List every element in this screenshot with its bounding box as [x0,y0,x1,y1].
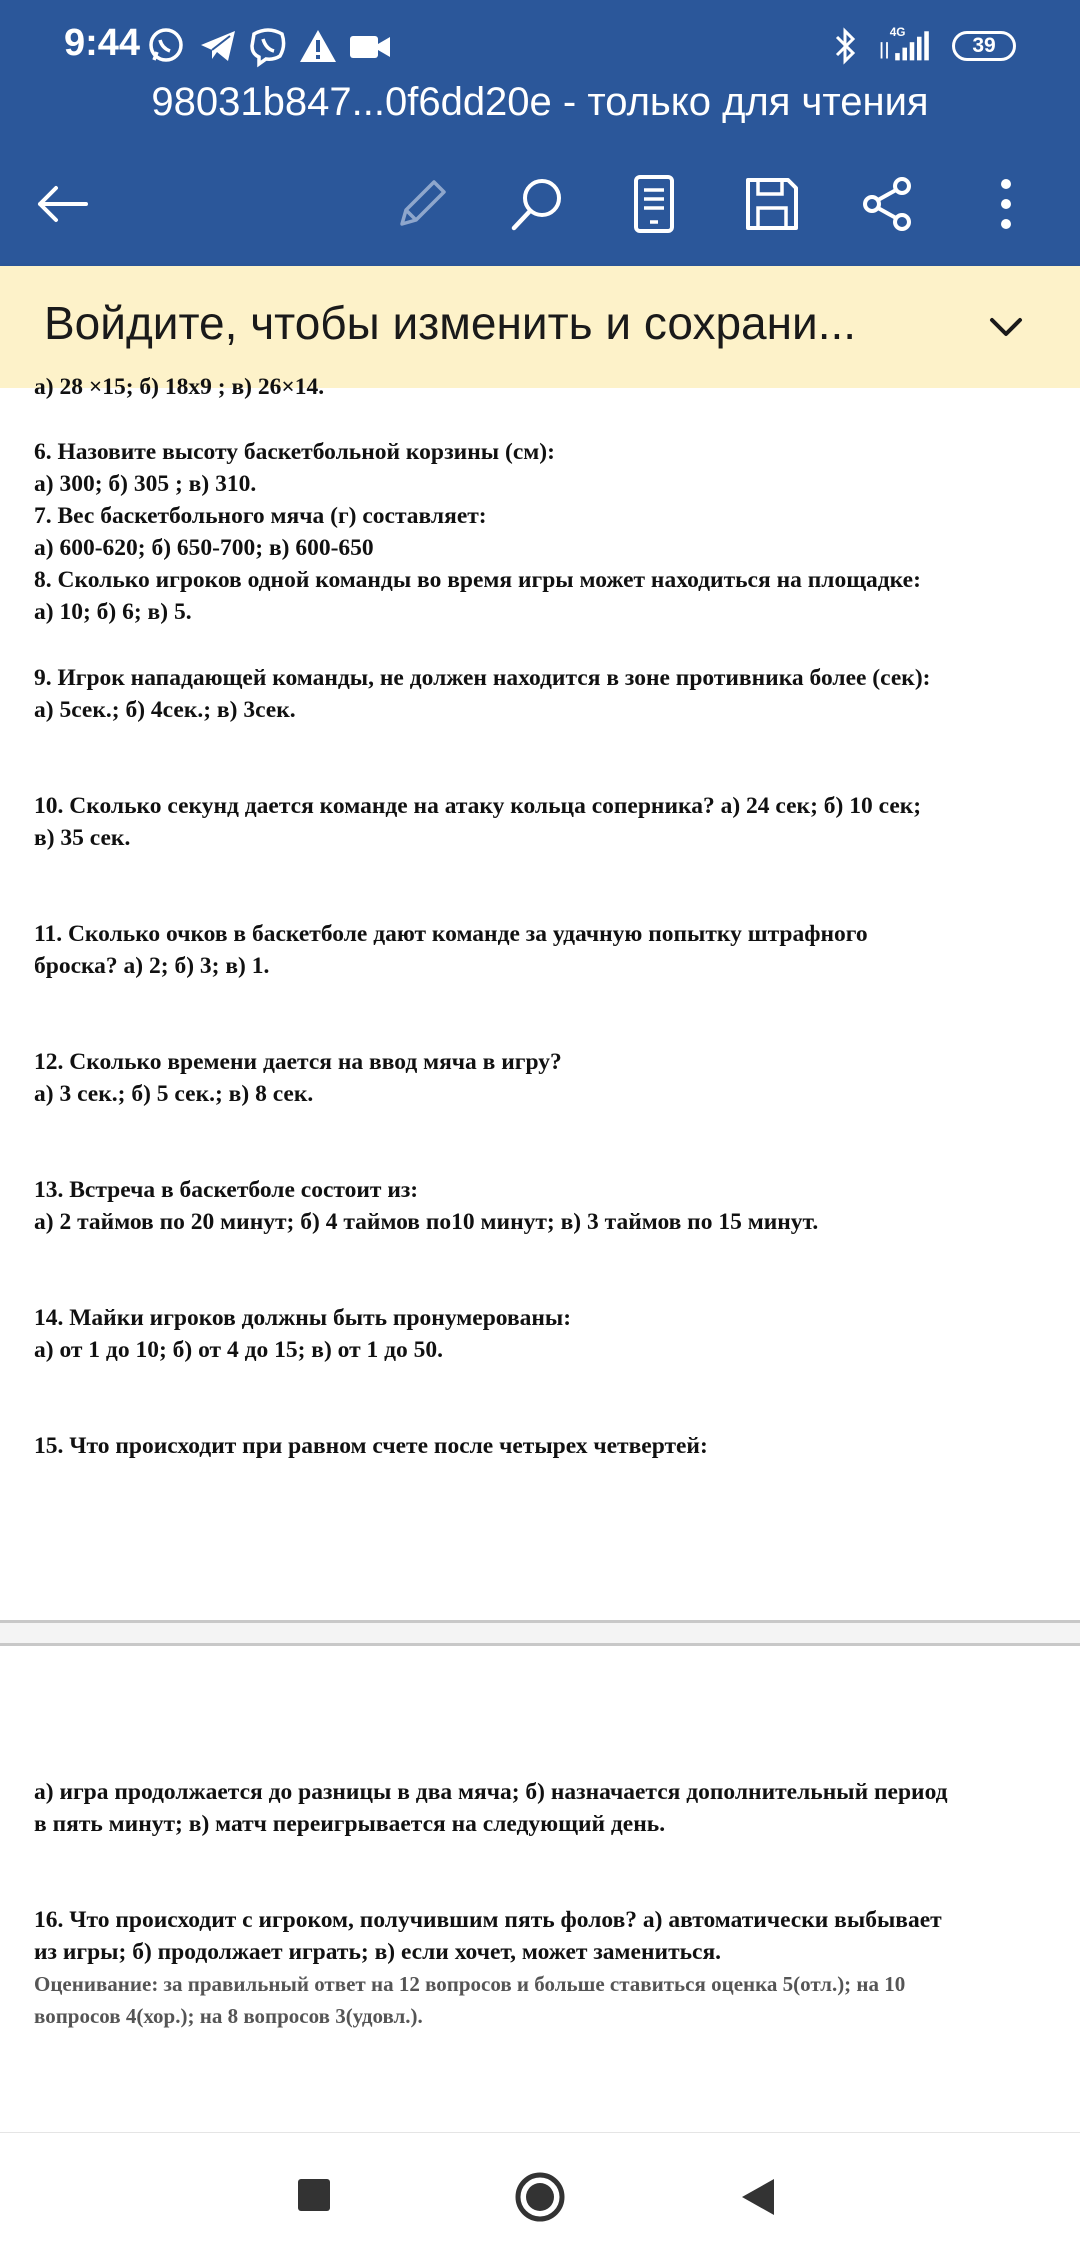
back-arrow-icon [34,184,90,224]
status-bar [0,0,1080,92]
network-type: 4G [889,24,906,39]
edit-button[interactable] [386,168,458,240]
question-13: 13. Встреча в баскетболе состоит из: а) 2 таймов по 20 минут; б) 4 таймов по10 минут; в) 3 таймов по 15 минут. [34,1177,819,1235]
page-break [0,1620,1080,1646]
question-15-answers: а) игра продолжается до разницы в два мяча; б) назначается дополнительный период в пять минут; в) матч переигрывается на следующий день. [34,1779,948,1837]
more-options-button[interactable] [970,168,1042,240]
grading-note: Оценивание: за правильный ответ на 12 вопросов и больше ставиться оценка 5(отл.); на 10 вопросов 4(хор.); на 8 вопросов 3(удовл.). [34,1972,906,2028]
viber-icon [248,26,288,66]
save-icon [744,176,800,232]
question-12: 12. Сколько времени дается на ввод мяча в игру? а) 3 сек.; б) 5 сек.; в) 8 сек. [34,1049,562,1107]
bluetooth-icon [830,26,860,66]
recents-icon [296,2177,332,2213]
back-nav-button[interactable] [740,2177,780,2217]
sign-in-banner[interactable] [0,266,1080,388]
share-icon [860,176,916,232]
pencil-icon [394,176,450,232]
sign-in-banner-text: Войдите, чтобы изменить и сохрани... [44,297,857,349]
app-bar [0,0,1080,266]
chevron-down-icon[interactable] [984,306,1028,350]
question-10: 10. Сколько секунд дается команде на атаку кольца соперника? а) 24 сек; б) 10 сек; в) 35 сек. [34,793,922,851]
question-11: 11. Сколько очков в баскетболе дают команде за удачную попытку штрафного броска? а) 2; б) 3; в) 1. [34,921,868,979]
status-time: 9:44 [64,22,141,64]
back-icon [740,2177,776,2217]
battery-icon [952,31,1016,61]
search-icon [508,174,568,234]
share-button[interactable] [852,168,924,240]
whatsapp-icon [146,26,186,66]
back-button[interactable] [26,168,98,240]
question-9: 9. Игрок нападающей команды, не должен находится в зоне противника более (сек): а) 5сек.; б) 4сек.; в) 3сек. [34,665,931,723]
document-view[interactable] [0,374,1080,2132]
save-button[interactable] [736,168,808,240]
telegram-icon [198,26,238,66]
question-14: 14. Майки игроков должны быть пронумерованы: а) от 1 до 10; б) от 4 до 15; в) от 1 до 50. [34,1305,572,1363]
home-button[interactable] [514,2171,566,2223]
clipped-line: а) 28 ×15; б) 18х9 ; в) 26×14. [34,374,325,400]
home-icon [514,2171,566,2223]
search-button[interactable] [502,168,574,240]
battery-level: 39 [972,34,996,57]
video-icon [348,26,392,66]
more-icon [998,178,1014,230]
signal-icon [876,24,938,64]
question-6-8: 6. Назовите высоту баскетбольной корзины (см): а) 300; б) 305 ; в) 310. 7. Вес баскетбольного мяча (г) составляет: а) 600-620; б) 650-700; в) 600-650 8. Сколько игроков одной команды во время игры может находиться на площадке: а) 10; б) 6; в) 5. [34,439,921,625]
reader-mode-button[interactable] [618,168,690,240]
reader-mode-icon [632,174,676,234]
document-title: 98031b847...0f6dd20e - только для чтения [151,80,929,124]
warning-icon [298,26,338,66]
question-15: 15. Что происходит при равном счете после четырех четвертей: [34,1433,708,1459]
navigation-bar [0,2132,1080,2265]
recents-button[interactable] [296,2177,336,2217]
question-16: 16. Что происходит с игроком, получившим пять фолов? а) автоматически выбывает из игры; б) продолжает играть; в) если хочет, может замениться. [34,1907,942,1965]
